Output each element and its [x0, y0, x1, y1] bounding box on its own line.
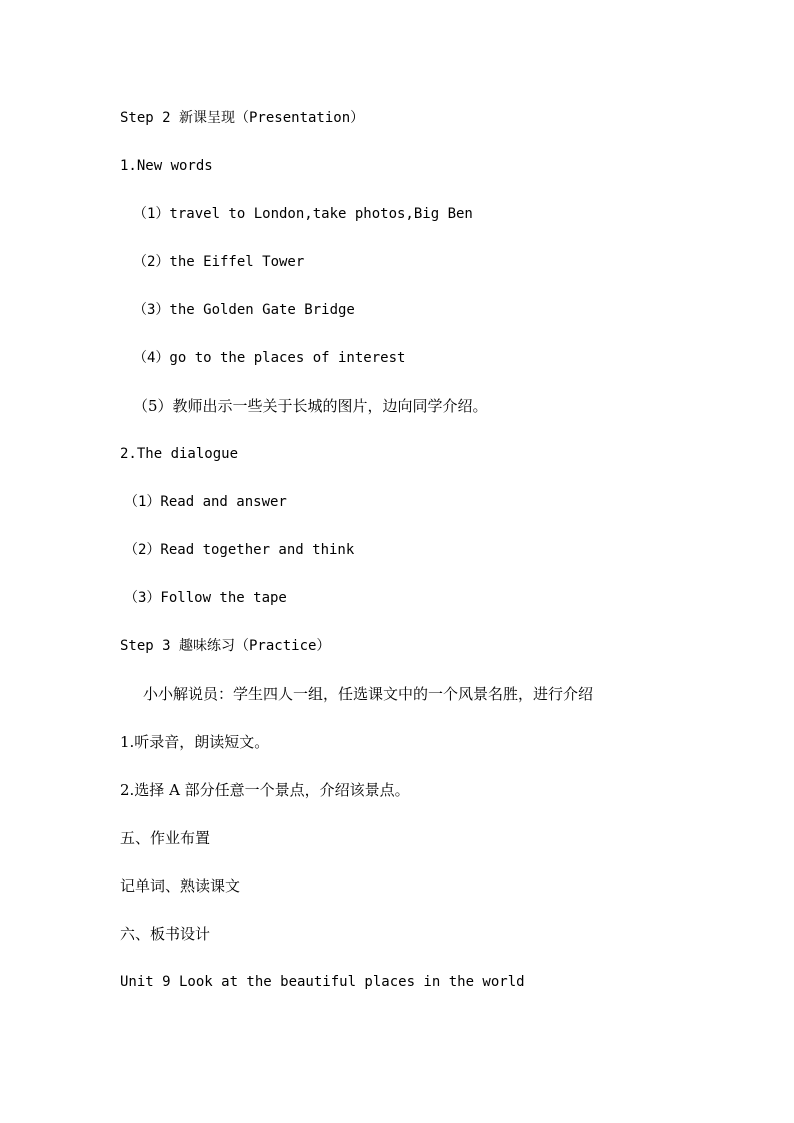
new-words-item-4: （4）go to the places of interest [133, 350, 406, 366]
new-words-item-3: （3）the Golden Gate Bridge [133, 302, 355, 318]
practice-item-1: 1.听录音，朗读短文。 [120, 733, 270, 751]
new-words-item-2: （2）the Eiffel Tower [133, 254, 305, 270]
homework-heading: 五、作业布置 [120, 829, 211, 847]
homework-content: 记单词、熟读课文 [120, 877, 241, 895]
new-words-item-1: （1）travel to London,take photos,Big Ben [133, 206, 473, 222]
board-design-heading: 六、板书设计 [120, 925, 211, 943]
practice-description: 小小解说员：学生四人一组，任选课文中的一个风景名胜，进行介绍 [143, 685, 594, 703]
new-words-heading: 1.New words [120, 158, 213, 174]
new-words-item-5: （5）教师出示一些关于长城的图片，边向同学介绍。 [133, 397, 488, 415]
practice-item-2: 2.选择 A 部分任意一个景点，介绍该景点。 [120, 781, 410, 799]
step2-heading: Step 2 新课呈现（Presentation） [120, 110, 365, 126]
step3-heading: Step 3 趣味练习（Practice） [120, 638, 331, 654]
dialogue-item-1: （1）Read and answer [124, 494, 287, 510]
board-design-title: Unit 9 Look at the beautiful places in the world [120, 974, 525, 990]
dialogue-heading: 2.The dialogue [120, 446, 239, 462]
dialogue-item-3: （3）Follow the tape [124, 590, 287, 606]
dialogue-item-2: （2）Read together and think [124, 542, 355, 558]
